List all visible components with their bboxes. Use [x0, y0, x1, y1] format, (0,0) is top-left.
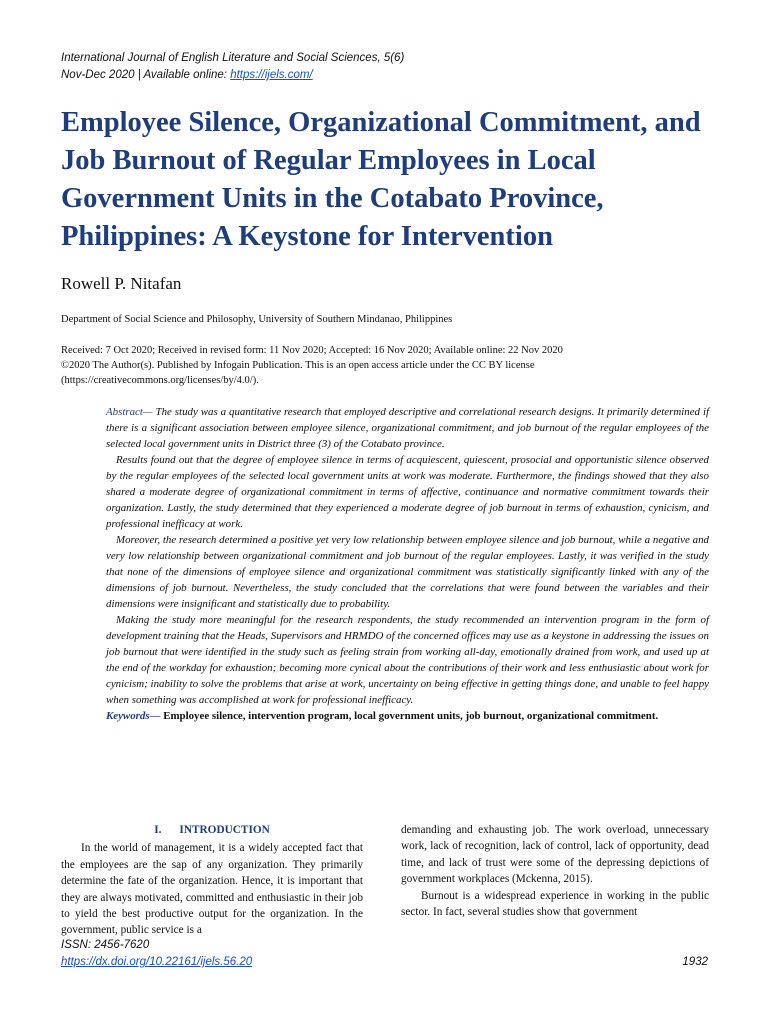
- keywords: [106, 708, 709, 724]
- body-paragraph: Burnout is a widespread experience in working in the public sector. In fact, several studies show that government: [401, 889, 709, 919]
- page-footer: [61, 937, 708, 971]
- abstract-paragraph: Abstract— The study was a quantitative research that employed descriptive and correlational research designs. It primarily determined if there is a significant association between employee silence, organizational commitment, and job burnout of the regular employees of the selected local government units in District three (3) of the Cotabato province.: [106, 406, 709, 450]
- section-heading-introduction: [61, 822, 363, 838]
- issn: ISSN: 2456-7620: [61, 939, 150, 951]
- body-paragraph: demanding and exhausting job. The work overload, unnecessary work, lack of recognition, lack of control, lack of opportunity, dead time, and lack of trust were some of the depressing depictions of government workplaces (Mckenna, 2015).: [401, 824, 709, 886]
- keywords-text: Employee silence, intervention program, local government units, job burnout, organizational commitment.: [160, 710, 659, 722]
- issue-text: Nov-Dec 2020 | Available online:: [61, 69, 231, 81]
- section-number: I.: [154, 824, 162, 836]
- abstract-label: Abstract—: [106, 406, 153, 418]
- publication-info: [61, 343, 701, 388]
- abstract-paragraph: Moreover, the research determined a positive yet very low relationship between employee silence and job burnout, while a negative and very low relationship between organizational commitment and job burnout of the regular employees. Lastly, it was verified in the study that none of the dimensions of employee silence and organizational commitment was statistically significantly linked with any of the dimensions of job burnout. Nevertheless, the study concluded that the correlations that were found between the variables and their dimensions were insignificant and statistically due to probability.: [106, 534, 709, 610]
- license-line: (https://creativecommons.org/licenses/by/4.0/).: [61, 375, 259, 386]
- abstract-paragraph: Results found out that the degree of employee silence in terms of acquiescent, quiescent, prosocial and opportunistic silence observed by the regular employees of the selected local government units at work was moderate. Furthermore, the findings showed that they also shared a moderate degree of organizational commitment in terms of affective, continuance and normative commitment towards their organization. Lastly, the study determined that they experienced a moderate degree of job burnout in terms of exhaustion, cynicism, and professional inefficacy at work.: [106, 454, 709, 530]
- abstract-paragraph: Making the study more meaningful for the research respondents, the study recommended an intervention program in the form of development training that the Heads, Supervisors and HRMDO of the concerned offices may use as a keystone in addressing the issues on job burnout that were identified in the study such as feeling strain from working all-day, emotionally drained from work, and used up at the end of the workday for exhaustion; becoming more cynical about the contributions of their work and less enthusiastic about work for cynicism; inability to solve the problems that arise at work, uncertainty on being effective in getting things done, and unable to feel happy when something was accomplished at work for professional inefficacy.: [106, 614, 709, 706]
- author-affiliation: Department of Social Science and Philosophy, University of Southern Mindanao, Philippines: [61, 314, 453, 325]
- journal-citation: International Journal of English Literature and Social Sciences, 5(6): [61, 52, 405, 64]
- body-paragraph: In the world of management, it is a widely accepted fact that the employees are the sap of any organization. They primarily determine the fate of the organization. Hence, it is important that they are always motivated, committed and enthusiastic in their job to yield the best productive output for the organization. In the government, public service is a: [61, 842, 363, 937]
- body-column-right: [401, 822, 709, 920]
- license-link[interactable]: https://creativecommons.org/licenses/by/4.0/: [64, 375, 253, 386]
- issue-line: [61, 67, 701, 84]
- copyright-line: ©2020 The Author(s). Published by Infogain Publication. This is an open access article under the CC BY license: [61, 360, 535, 371]
- paper-title: Employee Silence, Organizational Commitment, and Job Burnout of Regular Employees in Local Government Units in the Cotabato Province, Philippines: A Keystone for Intervention: [61, 107, 701, 252]
- page-number: 1932: [682, 956, 708, 968]
- journal-link[interactable]: https://ijels.com/: [230, 69, 313, 81]
- body-column-left: [61, 822, 363, 939]
- received-dates: Received: 7 Oct 2020; Received in revised form: 11 Nov 2020; Accepted: 16 Nov 2020; Available online: 22 Nov 2020: [61, 345, 563, 356]
- author-name: Rowell P. Nitafan: [61, 274, 182, 293]
- section-title: INTRODUCTION: [179, 824, 270, 836]
- keywords-label: Keywords—: [106, 710, 161, 722]
- journal-header: [61, 50, 701, 84]
- doi-link[interactable]: https://dx.doi.org/10.22161/ijels.56.20: [61, 956, 253, 968]
- abstract: [106, 404, 709, 724]
